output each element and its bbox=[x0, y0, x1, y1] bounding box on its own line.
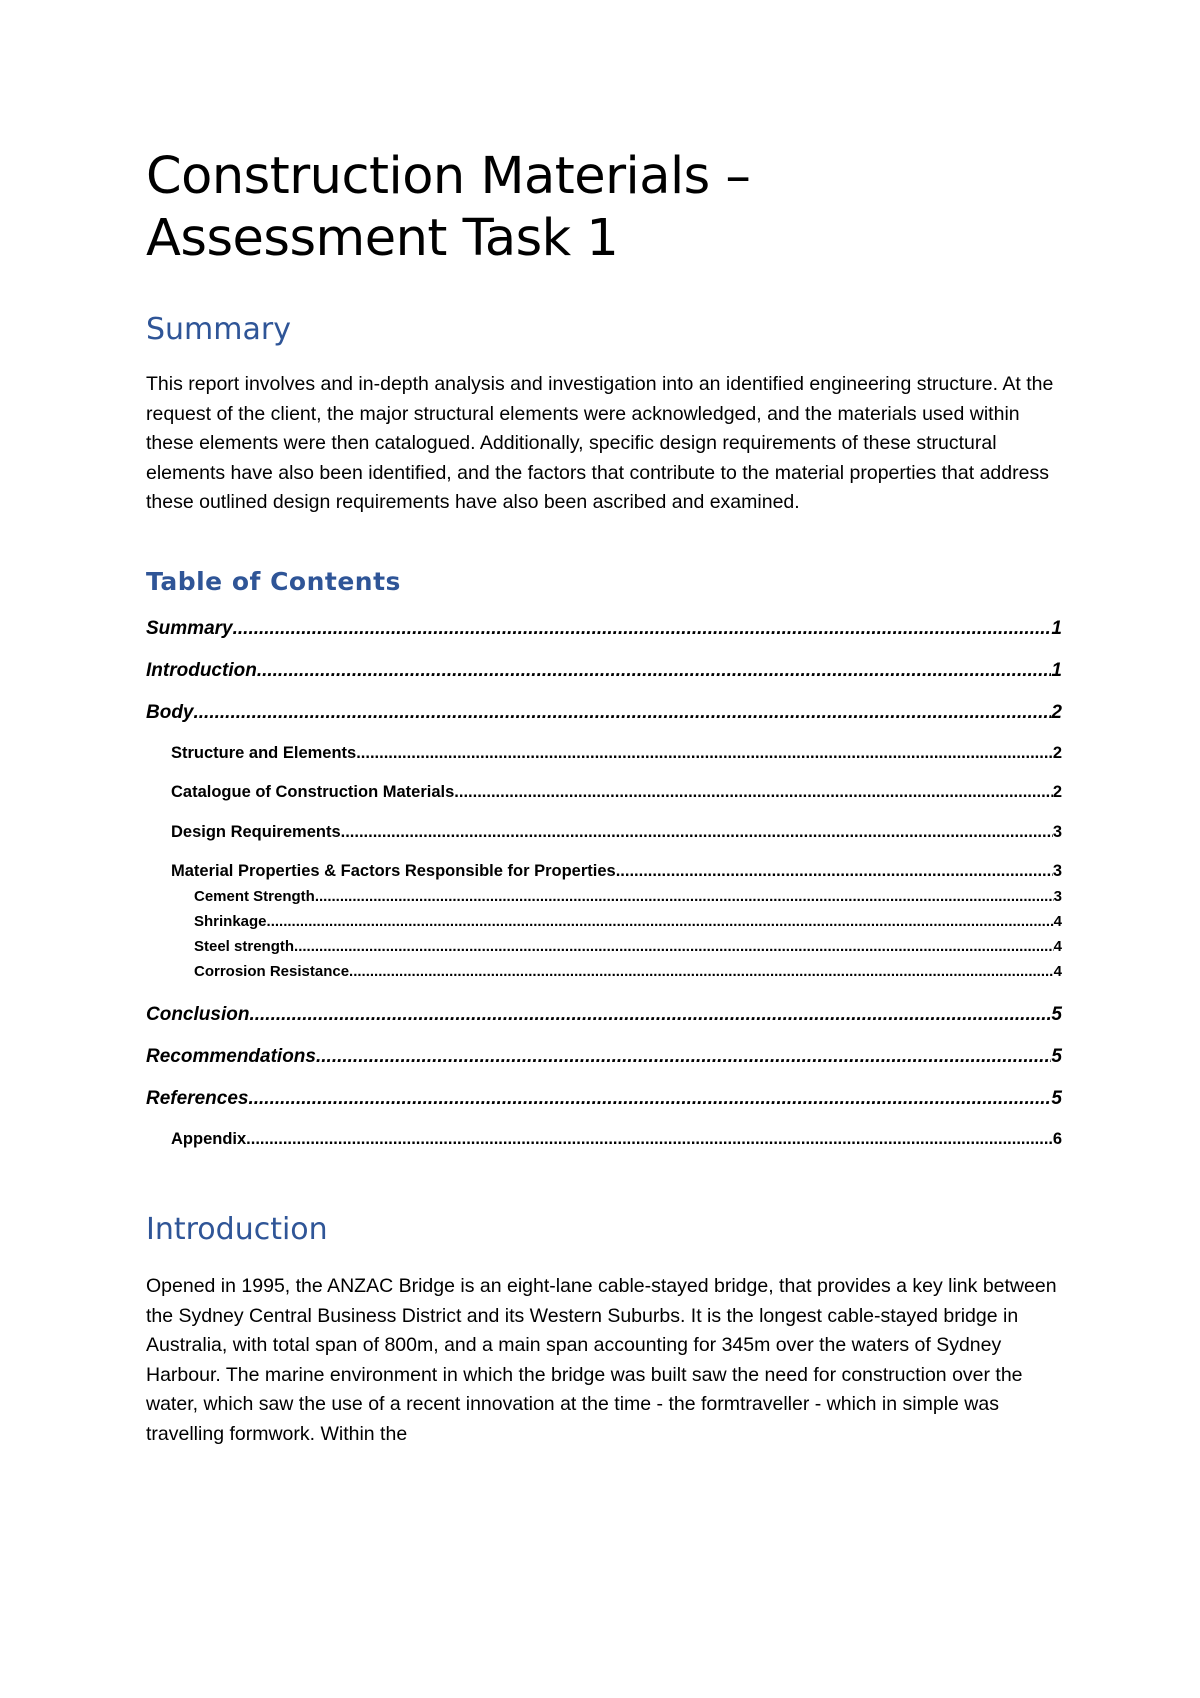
toc-page-number: 1 bbox=[1051, 659, 1062, 681]
toc-leader-dots bbox=[315, 884, 1054, 909]
toc-entry-references[interactable] bbox=[146, 1078, 1062, 1120]
toc-page-number: 2 bbox=[1051, 701, 1062, 723]
toc-leader-dots bbox=[249, 994, 1051, 1036]
toc-entry-label: Corrosion Resistance bbox=[194, 962, 350, 980]
toc-page-number: 4 bbox=[1053, 962, 1062, 980]
toc-entry-label: Appendix bbox=[171, 1129, 247, 1148]
toc-entry-label: Catalogue of Construction Materials bbox=[171, 783, 455, 801]
summary-paragraph: This report involves and in-depth analysis and investigation into an identified engineering structure. At the request of the client, the major structural elements were acknowledged, and the materials used within these elements were then catalogued. Additionally, specific design requirements of these structural elements have also been identified, and the factors that contribute to the material properties that address these outlined design requirements have also been ascribed and examined. bbox=[146, 373, 1054, 513]
introduction-heading: Introduction bbox=[146, 1212, 328, 1247]
toc-entry-summary[interactable] bbox=[146, 608, 1062, 650]
toc-entry-label: Recommendations bbox=[146, 1045, 316, 1067]
toc-page-number: 4 bbox=[1053, 937, 1062, 955]
toc-page-number: 5 bbox=[1051, 1003, 1062, 1025]
toc-leader-dots bbox=[246, 1120, 1053, 1160]
toc-page-number: 3 bbox=[1053, 887, 1062, 905]
toc-page-number: 2 bbox=[1052, 743, 1062, 762]
toc-entry-recommendations[interactable] bbox=[146, 1036, 1062, 1078]
toc-page-number: 3 bbox=[1052, 862, 1062, 880]
toc-entry-label: Shrinkage bbox=[194, 912, 267, 930]
toc-entry-corrosion-resistance[interactable] bbox=[146, 959, 1062, 984]
toc-page-number: 2 bbox=[1052, 783, 1062, 801]
toc-leader-dots bbox=[349, 959, 1054, 984]
toc-entry-label: Body bbox=[146, 701, 194, 723]
table-of-contents bbox=[146, 608, 1062, 1160]
toc-entry-label: Material Properties & Factors Responsible for Properties bbox=[171, 862, 616, 880]
toc-entry-structure-and-elements[interactable] bbox=[146, 734, 1062, 774]
toc-entry-label: Structure and Elements bbox=[171, 743, 357, 762]
toc-entry-label: Cement Strength bbox=[194, 887, 315, 905]
toc-entry-body[interactable] bbox=[146, 692, 1062, 734]
toc-entry-catalogue[interactable] bbox=[146, 773, 1062, 813]
toc-leader-dots bbox=[248, 1078, 1051, 1120]
toc-entry-steel-strength[interactable] bbox=[146, 934, 1062, 959]
introduction-paragraph: Opened in 1995, the ANZAC Bridge is an eight-lane cable-stayed bridge, that provides a key link between the Sydney Central Business District and its Western Suburbs. It is the longest cable-stayed bridge in Australia, with total span of 800m, and a main span accounting for 345m over the waters of Sydney Harbour. The marine environment in which the bridge was built saw the need for construction over the water, which saw the use of a recent innovation at the time - the formtraveller - which in simple was travelling formwork. Within the bbox=[146, 1275, 1057, 1445]
toc-page-number: 6 bbox=[1052, 1129, 1062, 1148]
toc-page-number: 5 bbox=[1051, 1045, 1062, 1067]
toc-entry-shrinkage[interactable] bbox=[146, 909, 1062, 934]
summary-heading: Summary bbox=[146, 312, 291, 347]
toc-leader-dots bbox=[341, 813, 1053, 853]
toc-page-number: 4 bbox=[1053, 912, 1062, 930]
document-content bbox=[146, 146, 1062, 1449]
toc-entry-label: References bbox=[146, 1087, 249, 1109]
toc-leader-dots bbox=[257, 650, 1052, 692]
toc-leader-dots bbox=[294, 934, 1054, 959]
toc-leader-dots bbox=[356, 734, 1053, 774]
document-title: Construction Materials – Assessment Task 1 bbox=[146, 147, 751, 268]
toc-entry-design-requirements[interactable] bbox=[146, 813, 1062, 853]
toc-leader-dots bbox=[267, 909, 1054, 934]
toc-entry-appendix[interactable] bbox=[146, 1120, 1062, 1160]
toc-page-number: 3 bbox=[1052, 822, 1062, 841]
toc-leader-dots bbox=[194, 692, 1052, 734]
toc-page-number: 5 bbox=[1051, 1087, 1062, 1109]
toc-entry-conclusion[interactable] bbox=[146, 994, 1062, 1036]
toc-entry-label: Summary bbox=[146, 617, 233, 639]
toc-heading: Table of Contents bbox=[146, 566, 401, 596]
toc-leader-dots bbox=[316, 1036, 1051, 1078]
toc-entry-introduction[interactable] bbox=[146, 650, 1062, 692]
toc-entry-label: Steel strength bbox=[194, 937, 295, 955]
toc-entry-label: Design Requirements bbox=[171, 822, 341, 841]
toc-entry-label: Introduction bbox=[146, 659, 257, 681]
toc-page-number: 1 bbox=[1051, 617, 1062, 639]
toc-leader-dots bbox=[233, 608, 1052, 650]
toc-entry-cement-strength[interactable] bbox=[146, 884, 1062, 909]
toc-entry-label: Conclusion bbox=[146, 1003, 250, 1025]
toc-leader-dots bbox=[454, 773, 1053, 813]
